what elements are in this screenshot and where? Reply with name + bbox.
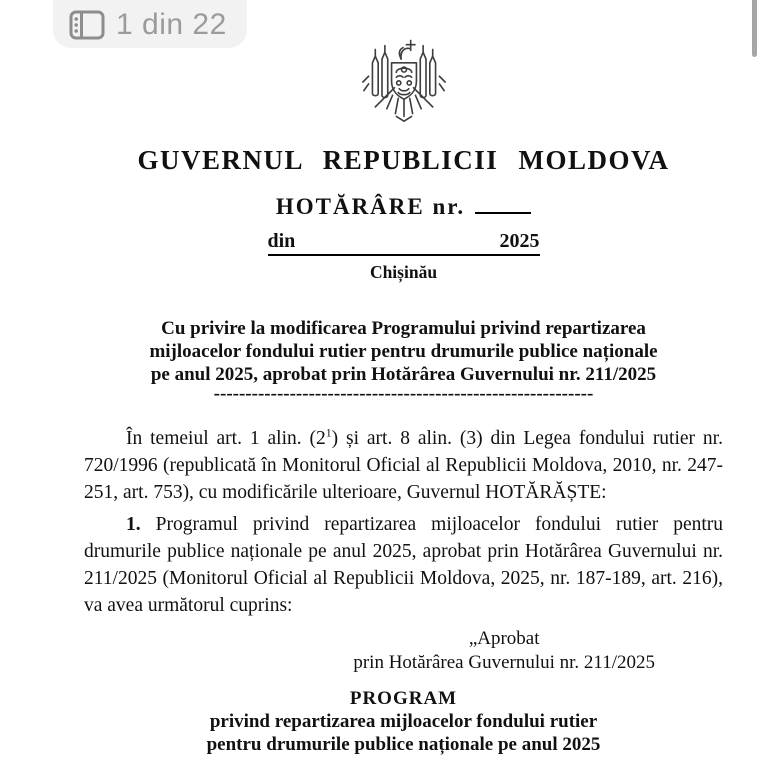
date-line: [268, 231, 540, 256]
program-title-line: privind repartizarea mijloacelor fondului rutier: [209, 711, 598, 733]
scrollbar-thumb[interactable]: [752, 0, 757, 57]
separator-dashes: ------------------------------------------------------------: [213, 387, 594, 400]
date-year: 2025: [499, 230, 540, 252]
subject-line: Cu privire la modificarea Programului privind repartizarea: [161, 318, 646, 339]
point-number: 1.: [126, 513, 141, 535]
decision-label: HOTĂRÂRE nr.: [275, 194, 466, 219]
page-indicator-label: 1 din 22: [116, 8, 227, 41]
date-prefix: din: [267, 230, 296, 252]
program-title-line: PROGRAM: [349, 688, 458, 710]
city-label: Chișinău: [369, 262, 438, 282]
program-title-line: pentru drumurile publice naționale pe anul 2025: [206, 734, 601, 756]
institution-title: GUVERNUL REPUBLICII MOLDOVA: [137, 145, 670, 175]
document-page: [84, 0, 723, 756]
preamble-paragraph: [84, 425, 723, 507]
decision-number-blank: [475, 200, 531, 214]
subject-title: [84, 317, 723, 386]
approval-line-2: prin Hotărârea Guvernului nr. 211/2025: [353, 652, 655, 674]
pages-panel-icon: [69, 10, 105, 40]
subject-line: mijloacelor fondului rutier pentru drumurile publice naționale: [149, 341, 658, 362]
subject-line: pe anul 2025, aprobat prin Hotărârea Guvernului nr. 211/2025: [150, 364, 657, 385]
approval-line-1: „Aprobat: [468, 628, 540, 650]
preamble-text-end: ) și art. 8 alin. (3) din Legea fondului rutier nr. 720/1996 (republicată în Monitorul Oficial al Republicii Moldova, 2010, nr. 247-251, art. 753), cu modificările ulterioare, Guvernul HOTĂRĂȘTE:: [84, 428, 723, 504]
preamble-text-start: În temeiul art. 1 alin. (2: [126, 428, 326, 449]
page-indicator-badge[interactable]: [53, 0, 247, 48]
moldova-coat-of-arms: [356, 38, 452, 126]
point-1-paragraph: [84, 511, 723, 620]
decision-title: [84, 193, 723, 221]
program-title: [84, 687, 723, 756]
point-text: Programul privind repartizarea mijloacelor fondului rutier pentru drumurile publice naționale pe anul 2025, aprobat prin Hotărârea Guvernului nr. 211/2025 (Monitorul Oficial al Republicii Moldova, 2025, nr. 187-189, art. 216), va avea următorul cuprins:: [84, 513, 724, 617]
superscript-1: 1: [325, 426, 332, 440]
approval-block: [353, 627, 655, 675]
